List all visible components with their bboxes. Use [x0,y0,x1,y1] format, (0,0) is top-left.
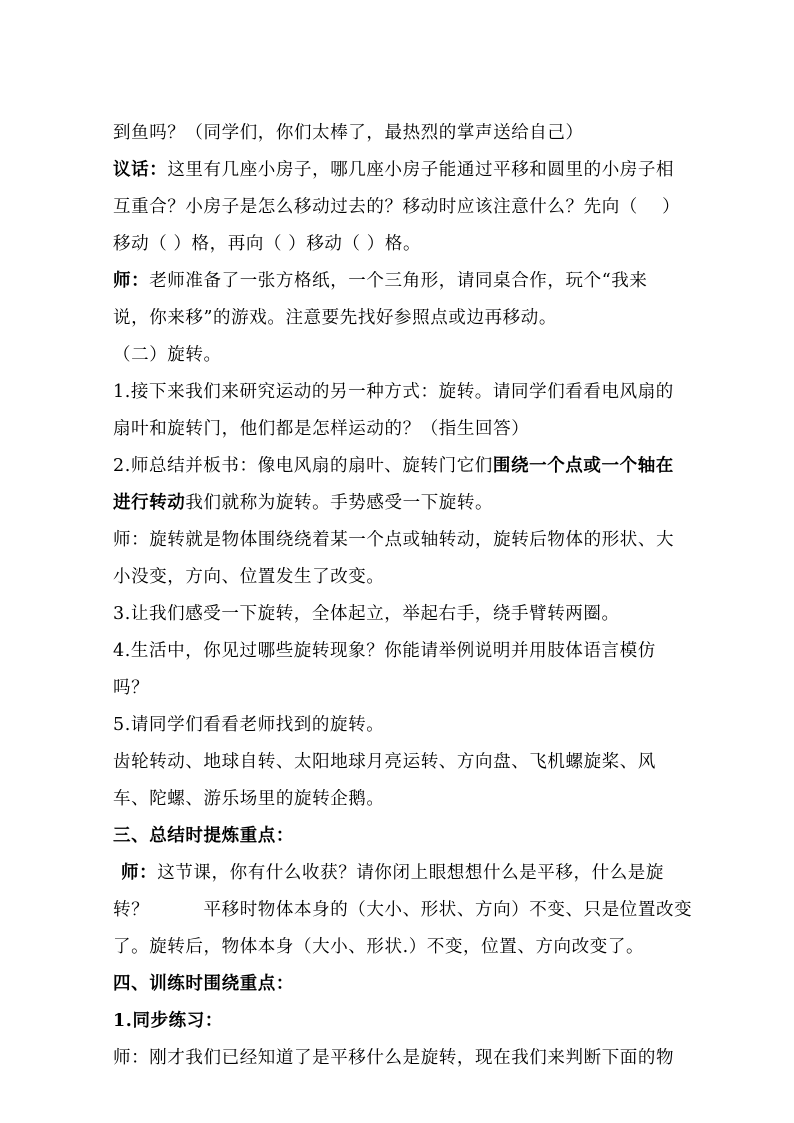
text: 小没变，方向、位置发生了改变。 [113,567,385,587]
text: 5.请同学们看看老师找到的旋转。 [113,715,385,735]
text-line [113,270,713,292]
text: 3.让我们感受一下旋转，全体起立，举起右手，绕手臂转两圈。 [113,604,620,624]
text: 扇叶和旋转门，他们都是怎样运动的？（指生回答） [113,419,530,439]
bold-label: 师： [113,271,150,291]
text: 说，你来移”的游戏。注意要先找好参照点或边再移动。 [113,308,557,328]
text: 转？ 平移时物体本身的（大小、形状、方向）不变、只是位置改变 [113,900,693,920]
bold-heading: 三、总结时提炼重点： [113,826,294,846]
text-line [113,122,713,144]
text-line [113,418,713,440]
text-line [113,566,713,588]
text: 了。旋转后，物体本身（大小、形状.）不变，位置、方向改变了。 [113,937,645,957]
text-line [113,233,713,255]
text: 齿轮转动、地球自转、太阳地球月亮运转、方向盘、飞机螺旋桨、风 [113,752,656,772]
section-heading [113,973,713,995]
text: 互重合？小房子是怎么移动过去的？移动时应该注意什么？先向（ ） [113,197,681,217]
text-line [113,751,713,773]
bold-label: 议话： [113,160,168,180]
text-line [113,640,713,662]
bold-label: 师： [121,863,158,883]
text: 吗？ [113,678,150,698]
text-line [113,677,713,699]
bold-heading: 四、训练时围绕重点： [113,974,294,994]
text: 4.生活中，你见过哪些旋转现象？你能请举例说明并用肢体语言模仿 [113,641,656,661]
section-heading [113,344,713,366]
text: 2.师总结并板书：像电风扇的扇叶、旋转门它们 [113,456,493,476]
text-line [113,455,713,477]
text-line [113,159,713,181]
text-line [113,899,713,921]
text-line [113,1047,713,1069]
text: 这里有几座小房子，哪几座小房子能通过平移和圆里的小房子相 [167,160,675,180]
section-heading [113,825,713,847]
bold-heading: 1.同步练习： [113,1011,223,1031]
text: 车、陀螺、游乐场里的旋转企鹅。 [113,789,385,809]
text: 1.接下来我们来研究运动的另一种方式：旋转。请同学们看看电风扇的 [113,382,674,402]
text-line [113,603,713,625]
bold-text: 进行转动 [113,493,186,513]
text: 移动（ ）格，再向（ ）移动（ ）格。 [113,234,422,254]
text: 师：旋转就是物体围绕绕着某一个点或轴转动，旋转后物体的形状、大 [113,530,675,550]
text-line [113,529,713,551]
text: 这节课，你有什么收获？请你闭上眼想想什么是平移，什么是旋 [157,863,665,883]
bold-text: 围绕一个点或一个轴在 [492,456,674,476]
text: （二）旋转。 [113,345,222,365]
text-line [113,788,713,810]
text: 我们就称为旋转。手势感受一下旋转。 [185,493,494,513]
text: 师：刚才我们已经知道了是平移什么是旋转，现在我们来判断下面的物 [113,1048,675,1068]
text-line [113,381,713,403]
text-line [113,492,713,514]
text-line [113,714,713,736]
text-line [121,862,721,884]
text-line [113,307,713,329]
text-line [113,196,713,218]
section-heading [113,1010,713,1032]
text-line [113,936,713,958]
text: 到鱼吗？（同学们，你们太棒了，最热烈的掌声送给自己） [113,123,584,143]
text: 老师准备了一张方格纸，一个三角形，请同桌合作，玩个“我来 [149,271,648,291]
